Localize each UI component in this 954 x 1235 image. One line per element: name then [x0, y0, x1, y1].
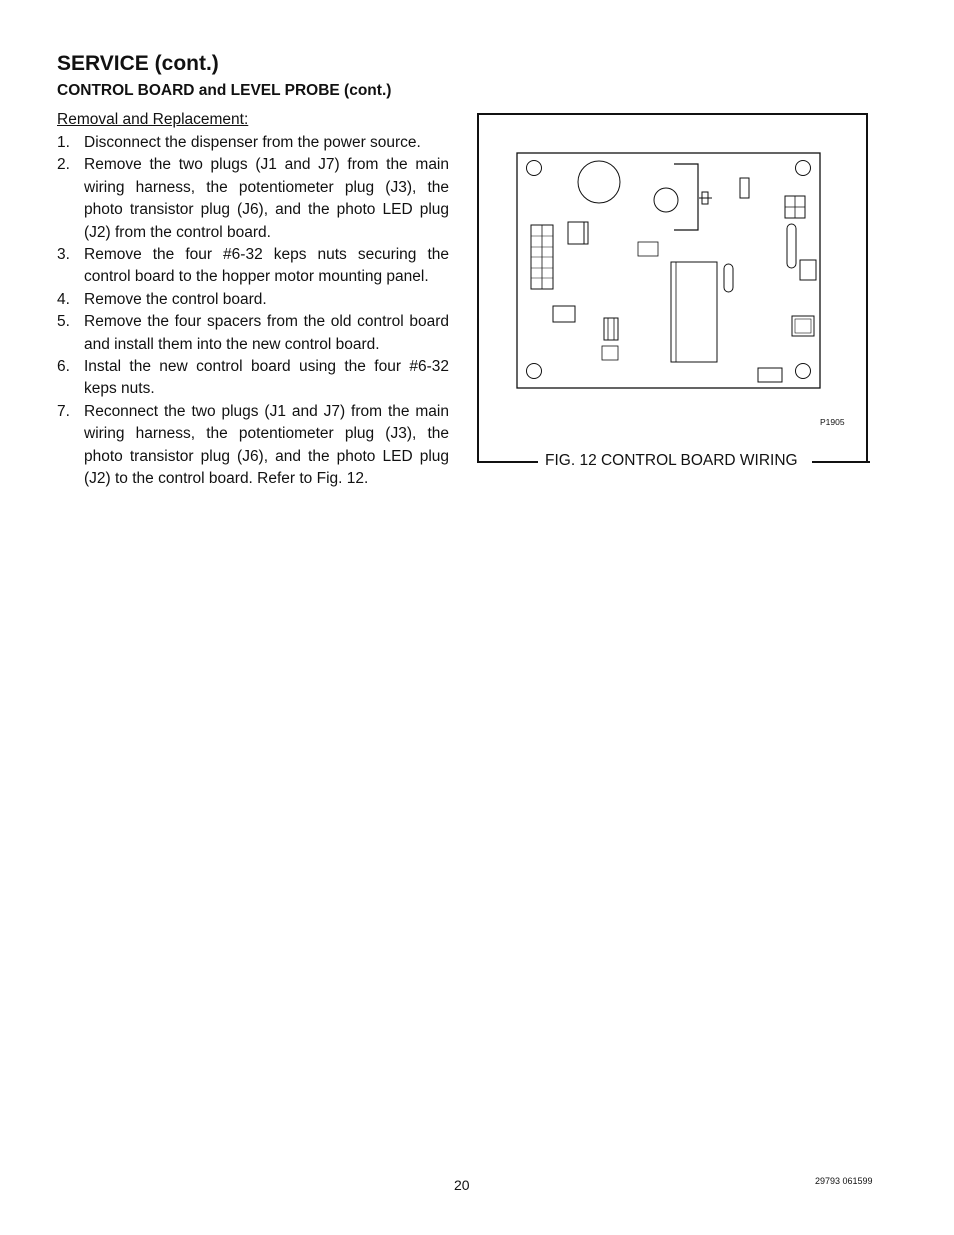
component-icon — [800, 260, 816, 280]
component-icon — [740, 178, 749, 198]
step-number: 4. — [57, 290, 70, 308]
fuse-icon — [724, 264, 733, 292]
step-number: 1. — [57, 134, 70, 151]
step-number: 3. — [57, 246, 70, 264]
list-item — [57, 401, 449, 491]
component-icon — [553, 306, 575, 322]
mounting-hole-icon — [796, 364, 811, 379]
mounting-hole-icon — [796, 161, 811, 176]
figure-code: P1905 — [820, 417, 845, 427]
list-item — [57, 311, 449, 356]
procedure-heading: Removal and Replacement: — [57, 111, 249, 128]
figure-caption: FIG. 12 CONTROL BOARD WIRING — [545, 452, 798, 469]
component-icon — [608, 318, 614, 340]
connector-j6-icon — [758, 368, 782, 382]
component-icon — [795, 319, 811, 333]
step-number: 5. — [57, 313, 70, 331]
list-item — [57, 154, 449, 244]
control-board-diagram — [516, 152, 822, 390]
mounting-hole-icon — [527, 161, 542, 176]
figure-frame-bottom-right — [812, 461, 870, 463]
connector-j3-icon — [638, 242, 658, 256]
relay-icon — [568, 222, 588, 244]
list-item — [57, 132, 449, 154]
connector-j2-icon — [602, 346, 618, 360]
step-number: 7. — [57, 402, 70, 420]
step-text: Remove the four #6-32 keps nuts securing the control board to the hopper motor mounting panel. — [84, 246, 449, 286]
document-code: 29793 061599 — [815, 1176, 873, 1186]
list-item — [57, 289, 449, 311]
step-number: 6. — [57, 358, 70, 376]
page-title: SERVICE (cont.) — [57, 52, 219, 75]
figure-frame-bottom-left — [477, 461, 538, 463]
step-text: Reconnect the two plugs (J1 and J7) from the main wiring harness, the potentiometer plug (J3), the photo transistor plug (J6), and the photo LED plug (J2) to the control board. Refer to Fig. 12. — [84, 402, 449, 488]
section-title: CONTROL BOARD and LEVEL PROBE (cont.) — [57, 82, 392, 99]
capacitor-icon — [578, 161, 620, 203]
component-icon — [604, 318, 618, 340]
step-text: Instal the new control board using the four #6-32 keps nuts. — [84, 358, 449, 398]
list-item — [57, 244, 449, 289]
resistor-icon — [787, 224, 796, 268]
potentiometer-icon — [654, 188, 678, 212]
step-text: Remove the control board. — [84, 290, 267, 308]
step-text: Disconnect the dispenser from the power source. — [84, 134, 421, 151]
procedure-steps — [57, 132, 449, 491]
transformer-icon — [671, 262, 717, 362]
step-text: Remove the two plugs (J1 and J7) from the main wiring harness, the potentiometer plug (J3), the photo transistor plug (J6), and the photo LED plug (J2) from the control board. — [84, 156, 449, 241]
step-text: Remove the four spacers from the old control board and install them into the new control board. — [84, 313, 449, 353]
mounting-hole-icon — [527, 364, 542, 379]
page-number: 20 — [454, 1177, 470, 1193]
list-item — [57, 356, 449, 401]
step-number: 2. — [57, 156, 70, 174]
